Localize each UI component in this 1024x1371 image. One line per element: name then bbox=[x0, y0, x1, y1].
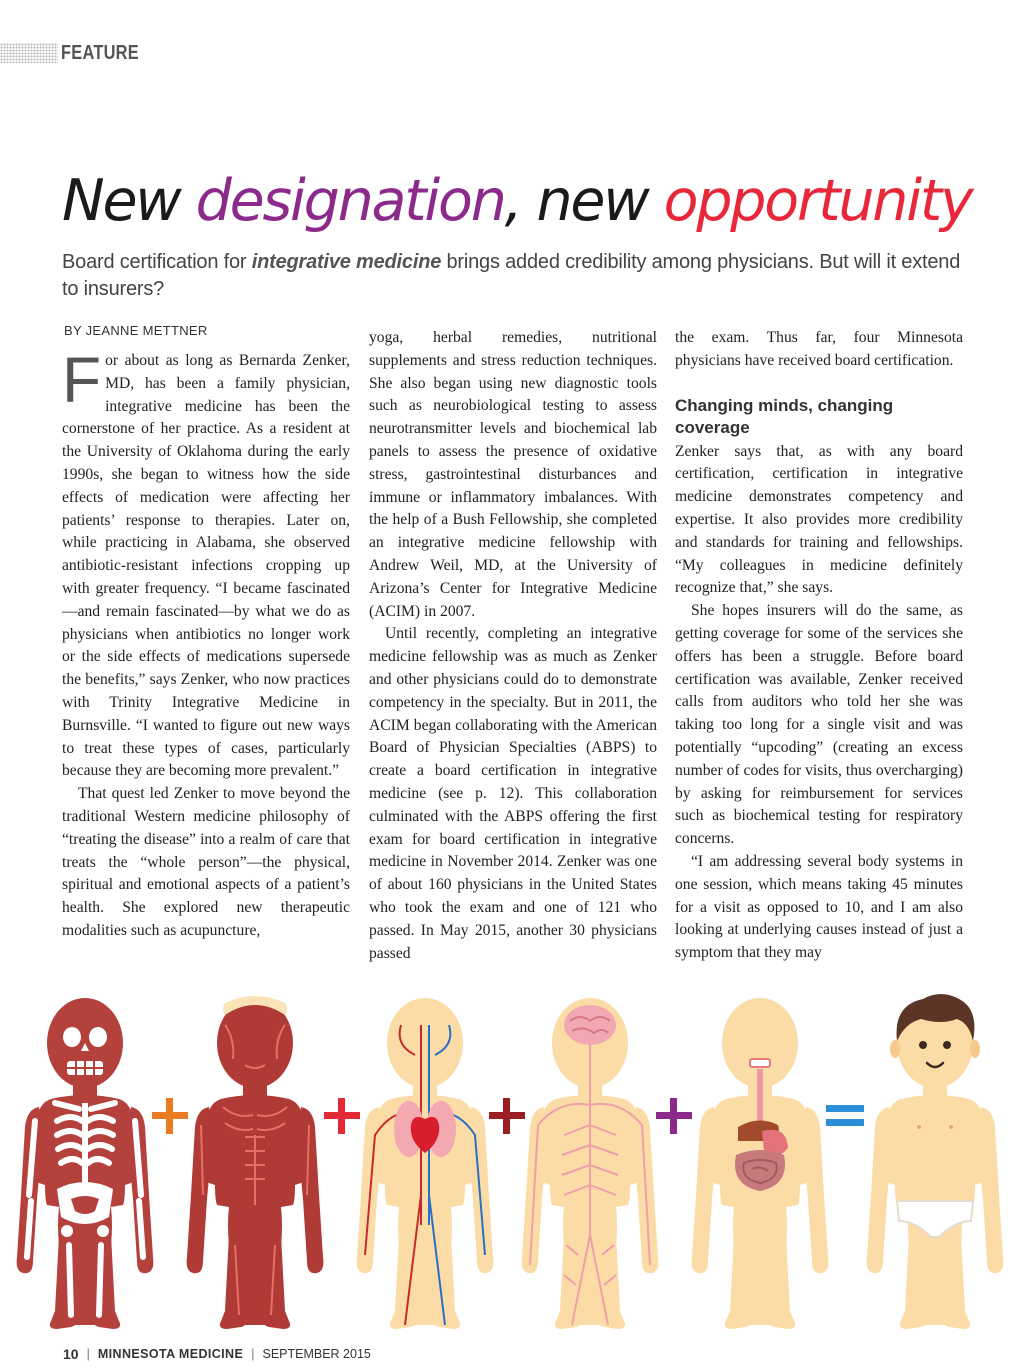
dot-pattern bbox=[0, 43, 58, 63]
paragraph: “I am addressing several body systems in one session, which means taking 45 minutes for a visit as opposed to 10, and I am also looking at underlying causes instead of just a symptom that they may bbox=[675, 852, 963, 962]
plus-icon bbox=[152, 1098, 188, 1134]
whole-person-icon bbox=[867, 994, 1004, 1329]
plus-icon bbox=[489, 1098, 525, 1134]
paragraph: yoga, herbal remedies, nutritional supplements and stress reduction techniques. She also began using new diagnostic tools such as neurobiological testing to assess neurotransmitter levels and biochemical lab panels to assess the presence of oxidative stress, gastrointestinal disturbances and immune or inflammatory imbalances. With the help of a Bush Fellowship, she completed an integrative medicine fellowship with Andrew Weil, MD, at the University of Arizona’s Center for Integrative Medicine (ACIM) in 2007. bbox=[369, 329, 657, 620]
deck-emphasis: integrative medicine bbox=[251, 251, 442, 273]
issue-date: SEPTEMBER 2015 bbox=[262, 1347, 371, 1361]
drop-cap: F bbox=[62, 344, 102, 416]
deck-post: brings added credibility among physicians. But will it extend to insurers? bbox=[62, 251, 961, 300]
column-1 bbox=[62, 344, 350, 943]
footer-divider: | bbox=[86, 1347, 90, 1361]
equals-icon bbox=[826, 1105, 864, 1126]
byline: BY JEANNE METTNER bbox=[64, 323, 208, 338]
headline-word-4: opportunity bbox=[663, 168, 972, 234]
plus-icon bbox=[324, 1098, 360, 1134]
magazine-name: MINNESOTA MEDICINE bbox=[97, 1347, 244, 1361]
paragraph: the exam. Thus far, four Minnesota physicians have received board certification. bbox=[675, 329, 963, 369]
nervous-icon bbox=[522, 998, 659, 1329]
paragraph: She hopes insurers will do the same, as getting coverage for some of the services she offers has been a struggle. Before board certification was available, Zenker received calls from auditors who told her she was taking too long for a single visit and was potentially “upcoding” (creating an excess number of codes for visits, thus overcharging) by asking for reimbursement for services such as biochemical testing for respiratory concerns. bbox=[675, 602, 963, 848]
circulatory-icon bbox=[357, 998, 494, 1329]
paragraph: Zenker says that, as with any board certification, certification in integrative medicine demonstrates competency and expertise. It also provides more credibility and standards for training and fellowships. “My colleagues in medicine definitely recognize that,” she says. bbox=[675, 442, 963, 597]
headline-word-1: New bbox=[62, 168, 196, 234]
headline-word-3: , new bbox=[504, 168, 664, 234]
column-2 bbox=[369, 327, 657, 965]
paragraph: Until recently, completing an integrative medicine fellowship was as much as Zenker and other physicians could do to demonstrate competency in the specialty. But in 2011, the ACIM began collaborating with the American Board of Physician Specialties (ABPS) to create a board certification in integrative medicine (see p. 12). This collaboration culminated with the ABPS offering the first exam for board certification in integrative medicine in November 2014. Zenker was one of about 160 physicians in the United States who took the exam and one of 121 who passed. In May 2015, another 30 physicians passed bbox=[369, 625, 657, 962]
headline bbox=[62, 160, 972, 242]
section-label: FEATURE bbox=[61, 41, 139, 64]
subhead: Changing minds, changing coverage bbox=[675, 395, 894, 437]
section-header bbox=[0, 40, 156, 66]
paragraph: That quest led Zenker to move beyond the traditional Western medicine philosophy of “treating the disease” into a realm of care that treats the “whole person”—the physical, spiritual and emotional aspects of a patient’s health. She explored new therapeutic modalities such as acupuncture, bbox=[62, 785, 350, 939]
paragraph bbox=[62, 344, 350, 783]
body-systems-illustration bbox=[0, 985, 1024, 1330]
muscle-icon bbox=[187, 996, 324, 1329]
digestive-icon bbox=[692, 998, 829, 1329]
skeleton-icon bbox=[17, 998, 154, 1329]
paragraph-text: or about as long as Bernarda Zenker, MD, has been a family physician, integrative medicine has been the cornerstone of her practice. As a resident at the University of Oklahoma during the early 1990s, she began to witness how the side effects of medication were affecting her patients’ response to therapies. Later on, while practicing in Alabama, she observed antibiotic-resistant infections cropping up with greater frequency. “I became fascinated—and remain fascinated—by what we do as physicians when antibiotics no longer work or the side effects of medications supersede the benefits,” says Zenker, who now practices with Trinity Integrative Medicine in Burnsville. “I wanted to figure out new ways to treat these types of cases, particularly because they are becoming more prevalent.” bbox=[62, 352, 350, 780]
footer-divider: | bbox=[251, 1347, 255, 1361]
headline-word-2: designation bbox=[195, 168, 505, 234]
page-footer bbox=[63, 1346, 371, 1362]
deck-pre: Board certification for bbox=[62, 251, 252, 273]
column-3 bbox=[675, 327, 963, 965]
deck bbox=[62, 249, 962, 303]
plus-icon bbox=[656, 1098, 692, 1134]
page-number: 10 bbox=[63, 1346, 79, 1362]
